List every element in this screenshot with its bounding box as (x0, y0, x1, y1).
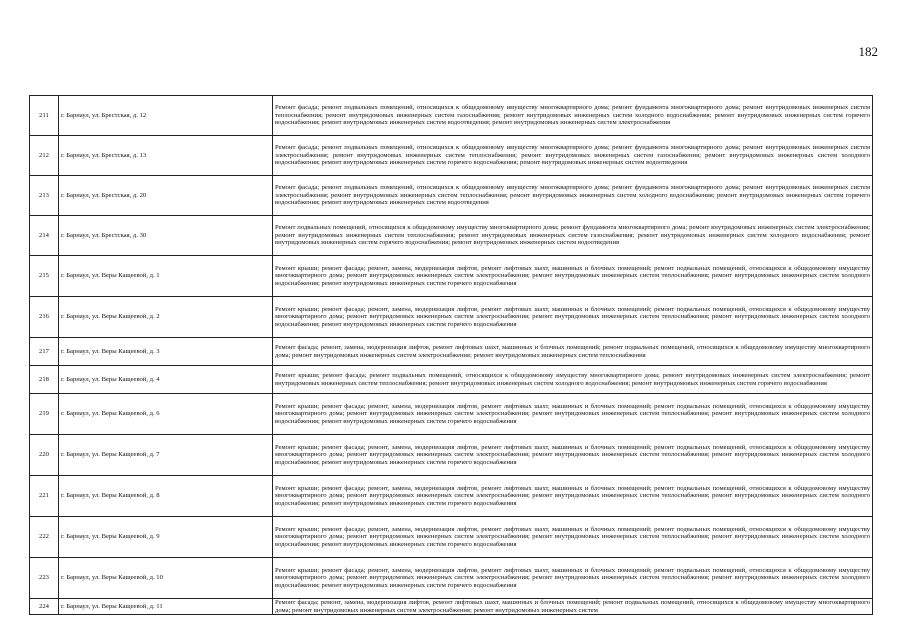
row-works: Ремонт крыши; ремонт фасада; ремонт, замена, модернизация лифтов, ремонт лифтовых шахт, машинных и блочных помещений; ремонт подвальных помещений, относящихся к общедомовому имуществу многоквартирного дома; ремонт внутридомовых инженерных систем электроснабжения; ремонт внутридомовых инженерных систем теплоснабжения; ремонт внутридомовых инженерных систем холодного водоснабжения; ремонт внутридомовых инженерных систем горячего водоснабжения (273, 256, 873, 297)
row-works: Ремонт крыши; ремонт фасада; ремонт, замена, модернизация лифтов, ремонт лифтовых шахт, машинных и блочных помещений; ремонт подвальных помещений, относящихся к общедомовому имуществу многоквартирного дома; ремонт внутридомовых инженерных систем электроснабжения; ремонт внутридомовых инженерных систем теплоснабжения; ремонт внутридомовых инженерных систем холодного водоснабжения; ремонт внутридомовых инженерных систем горячего водоснабжения (273, 558, 873, 599)
row-address: г. Барнаул, ул. Брестская, д. 30 (59, 216, 273, 256)
row-number: 223 (30, 558, 59, 599)
registry-table (29, 95, 873, 615)
row-address: г. Барнаул, ул. Веры Кащеевой, д. 9 (59, 517, 273, 558)
table-row (30, 476, 873, 517)
row-address: г. Барнаул, ул. Брестская, д. 20 (59, 176, 273, 216)
row-number: 224 (30, 599, 59, 615)
row-works: Ремонт крыши; ремонт фасада; ремонт подвальных помещений, относящихся к общедомовому имуществу многоквартирного дома; ремонт внутридомовых инженерных систем электроснабжения; ремонт внутридомовых инженерных систем теплоснабжения; ремонт внутридомовых инженерных систем холодного водоснабжения; ремонт внутридомовых инженерных систем горячего водоснабжения (273, 366, 873, 394)
row-number: 220 (30, 435, 59, 476)
row-number: 219 (30, 394, 59, 435)
row-works: Ремонт крыши; ремонт фасада; ремонт, замена, модернизация лифтов, ремонт лифтовых шахт, машинных и блочных помещений; ремонт подвальных помещений, относящихся к общедомовому имуществу многоквартирного дома; ремонт внутридомовых инженерных систем электроснабжения; ремонт внутридомовых инженерных систем теплоснабжения; ремонт внутридомовых инженерных систем холодного водоснабжения; ремонт внутридомовых инженерных систем горячего водоснабжения (273, 394, 873, 435)
table-row (30, 338, 873, 366)
row-number: 217 (30, 338, 59, 366)
row-number: 212 (30, 136, 59, 176)
row-number: 218 (30, 366, 59, 394)
row-number: 211 (30, 96, 59, 136)
table-row (30, 599, 873, 615)
row-works: Ремонт фасада; ремонт подвальных помещений, относящихся к общедомовому имуществу многоквартирного дома; ремонт фундамента многоквартирного дома; ремонт внутридомовых инженерных систем электроснабжения; ремонт внутридомовых инженерных систем теплоснабжения; ремонт внутридомовых инженерных систем холодного водоснабжения; ремонт внутридомовых инженерных систем горячего водоснабжения; ремонт внутридомовых инженерных систем водоотведения (273, 176, 873, 216)
table-row (30, 366, 873, 394)
row-number: 216 (30, 297, 59, 338)
row-number: 214 (30, 216, 59, 256)
row-works: Ремонт фасада; ремонт подвальных помещений, относящихся к общедомовому имуществу многоквартирного дома; ремонт фундамента многоквартирного дома; ремонт внутридомовых инженерных систем теплоснабжения; ремонт внутридомовых инженерных систем газоснабжения; ремонт внутридомовых инженерных систем холодного водоснабжения; ремонт внутридомовых инженерных систем горячего водоснабжения; ремонт внутридомовых инженерных систем водоотведения; ремонт внутридомовых инженерных систем электроснабжения (273, 96, 873, 136)
row-address: г. Барнаул, ул. Брестская, д. 12 (59, 96, 273, 136)
row-number: 215 (30, 256, 59, 297)
table-row (30, 216, 873, 256)
row-address: г. Барнаул, ул. Веры Кащеевой, д. 7 (59, 435, 273, 476)
row-address: г. Барнаул, ул. Брестская, д. 13 (59, 136, 273, 176)
row-works: Ремонт крыши; ремонт фасада; ремонт, замена, модернизация лифтов, ремонт лифтовых шахт, машинных и блочных помещений; ремонт подвальных помещений, относящихся к общедомовому имуществу многоквартирного дома; ремонт внутридомовых инженерных систем электроснабжения; ремонт внутридомовых инженерных систем теплоснабжения; ремонт внутридомовых инженерных систем холодного водоснабжения; ремонт внутридомовых инженерных систем горячего водоснабжения (273, 476, 873, 517)
table-row (30, 176, 873, 216)
row-address: г. Барнаул, ул. Веры Кащеевой, д. 2 (59, 297, 273, 338)
row-works: Ремонт фасада; ремонт подвальных помещений, относящихся к общедомовому имуществу многоквартирного дома; ремонт фундамента многоквартирного дома; ремонт внутридомовых инженерных систем электроснабжения; ремонт внутридомовых инженерных систем теплоснабжения; ремонт внутридомовых инженерных систем газоснабжения; ремонт внутридомовых инженерных систем холодного водоснабжения; ремонт внутридомовых инженерных систем горячего водоснабжения; ремонт внутридомовых инженерных систем водоотведения (273, 136, 873, 176)
registry-table-body (30, 96, 873, 615)
row-works: Ремонт подвальных помещений, относящихся к общедомовому имуществу многоквартирного дома; ремонт фундамента многоквартирного дома; ремонт внутридомовых инженерных систем электроснабжения; ремонт внутридомовых инженерных систем теплоснабжения; ремонт внутридомовых инженерных систем газоснабжения; ремонт внутридомовых инженерных систем холодного водоснабжения; ремонт внутридомовых инженерных систем горячего водоснабжения; ремонт внутридомовых инженерных систем водоотведения (273, 216, 873, 256)
table-row (30, 136, 873, 176)
row-works: Ремонт крыши; ремонт фасада; ремонт, замена, модернизация лифтов, ремонт лифтовых шахт, машинных и блочных помещений; ремонт подвальных помещений, относящихся к общедомовому имуществу многоквартирного дома; ремонт внутридомовых инженерных систем электроснабжения; ремонт внутридомовых инженерных систем теплоснабжения; ремонт внутридомовых инженерных систем холодного водоснабжения; ремонт внутридомовых инженерных систем горячего водоснабжения (273, 297, 873, 338)
row-address: г. Барнаул, ул. Веры Кащеевой, д. 10 (59, 558, 273, 599)
table-row (30, 394, 873, 435)
row-works: Ремонт крыши; ремонт фасада; ремонт, замена, модернизация лифтов, ремонт лифтовых шахт, машинных и блочных помещений; ремонт подвальных помещений, относящихся к общедомовому имуществу многоквартирного дома; ремонт внутридомовых инженерных систем электроснабжения; ремонт внутридомовых инженерных систем теплоснабжения; ремонт внутридомовых инженерных систем холодного водоснабжения; ремонт внутридомовых инженерных систем горячего водоснабжения (273, 435, 873, 476)
row-number: 222 (30, 517, 59, 558)
row-address: г. Барнаул, ул. Веры Кащеевой, д. 11 (59, 599, 273, 615)
row-works: Ремонт фасада; ремонт, замена, модернизация лифтов, ремонт лифтовых шахт, машинных и блочных помещений; ремонт подвальных помещений, относящихся к общедомовому имуществу многоквартирного дома; ремонт внутридомовых инженерных систем электроснабжения; ремонт внутридомовых инженерных систем (273, 599, 873, 615)
row-address: г. Барнаул, ул. Веры Кащеевой, д. 8 (59, 476, 273, 517)
row-number: 213 (30, 176, 59, 216)
row-number: 221 (30, 476, 59, 517)
table-row (30, 435, 873, 476)
row-address: г. Барнаул, ул. Веры Кащеевой, д. 4 (59, 366, 273, 394)
row-address: г. Барнаул, ул. Веры Кащеевой, д. 3 (59, 338, 273, 366)
table-row (30, 558, 873, 599)
table-row (30, 96, 873, 136)
row-address: г. Барнаул, ул. Веры Кащеевой, д. 6 (59, 394, 273, 435)
row-works: Ремонт фасада; ремонт, замена, модернизация лифтов, ремонт лифтовых шахт, машинных и блочных помещений; ремонт подвальных помещений, относящихся к общедомовому имуществу многоквартирного дома; ремонт внутридомовых инженерных систем электроснабжения; ремонт внутридомовых инженерных систем теплоснабжения (273, 338, 873, 366)
table-row (30, 517, 873, 558)
row-works: Ремонт крыши; ремонт фасада; ремонт, замена, модернизация лифтов, ремонт лифтовых шахт, машинных и блочных помещений; ремонт подвальных помещений, относящихся к общедомовому имуществу многоквартирного дома; ремонт внутридомовых инженерных систем электроснабжения; ремонт внутридомовых инженерных систем теплоснабжения; ремонт внутридомовых инженерных систем холодного водоснабжения; ремонт внутридомовых инженерных систем горячего водоснабжения (273, 517, 873, 558)
page-number: 182 (858, 44, 878, 59)
table-row (30, 256, 873, 297)
table-row (30, 297, 873, 338)
row-address: г. Барнаул, ул. Веры Кащеевой, д. 1 (59, 256, 273, 297)
